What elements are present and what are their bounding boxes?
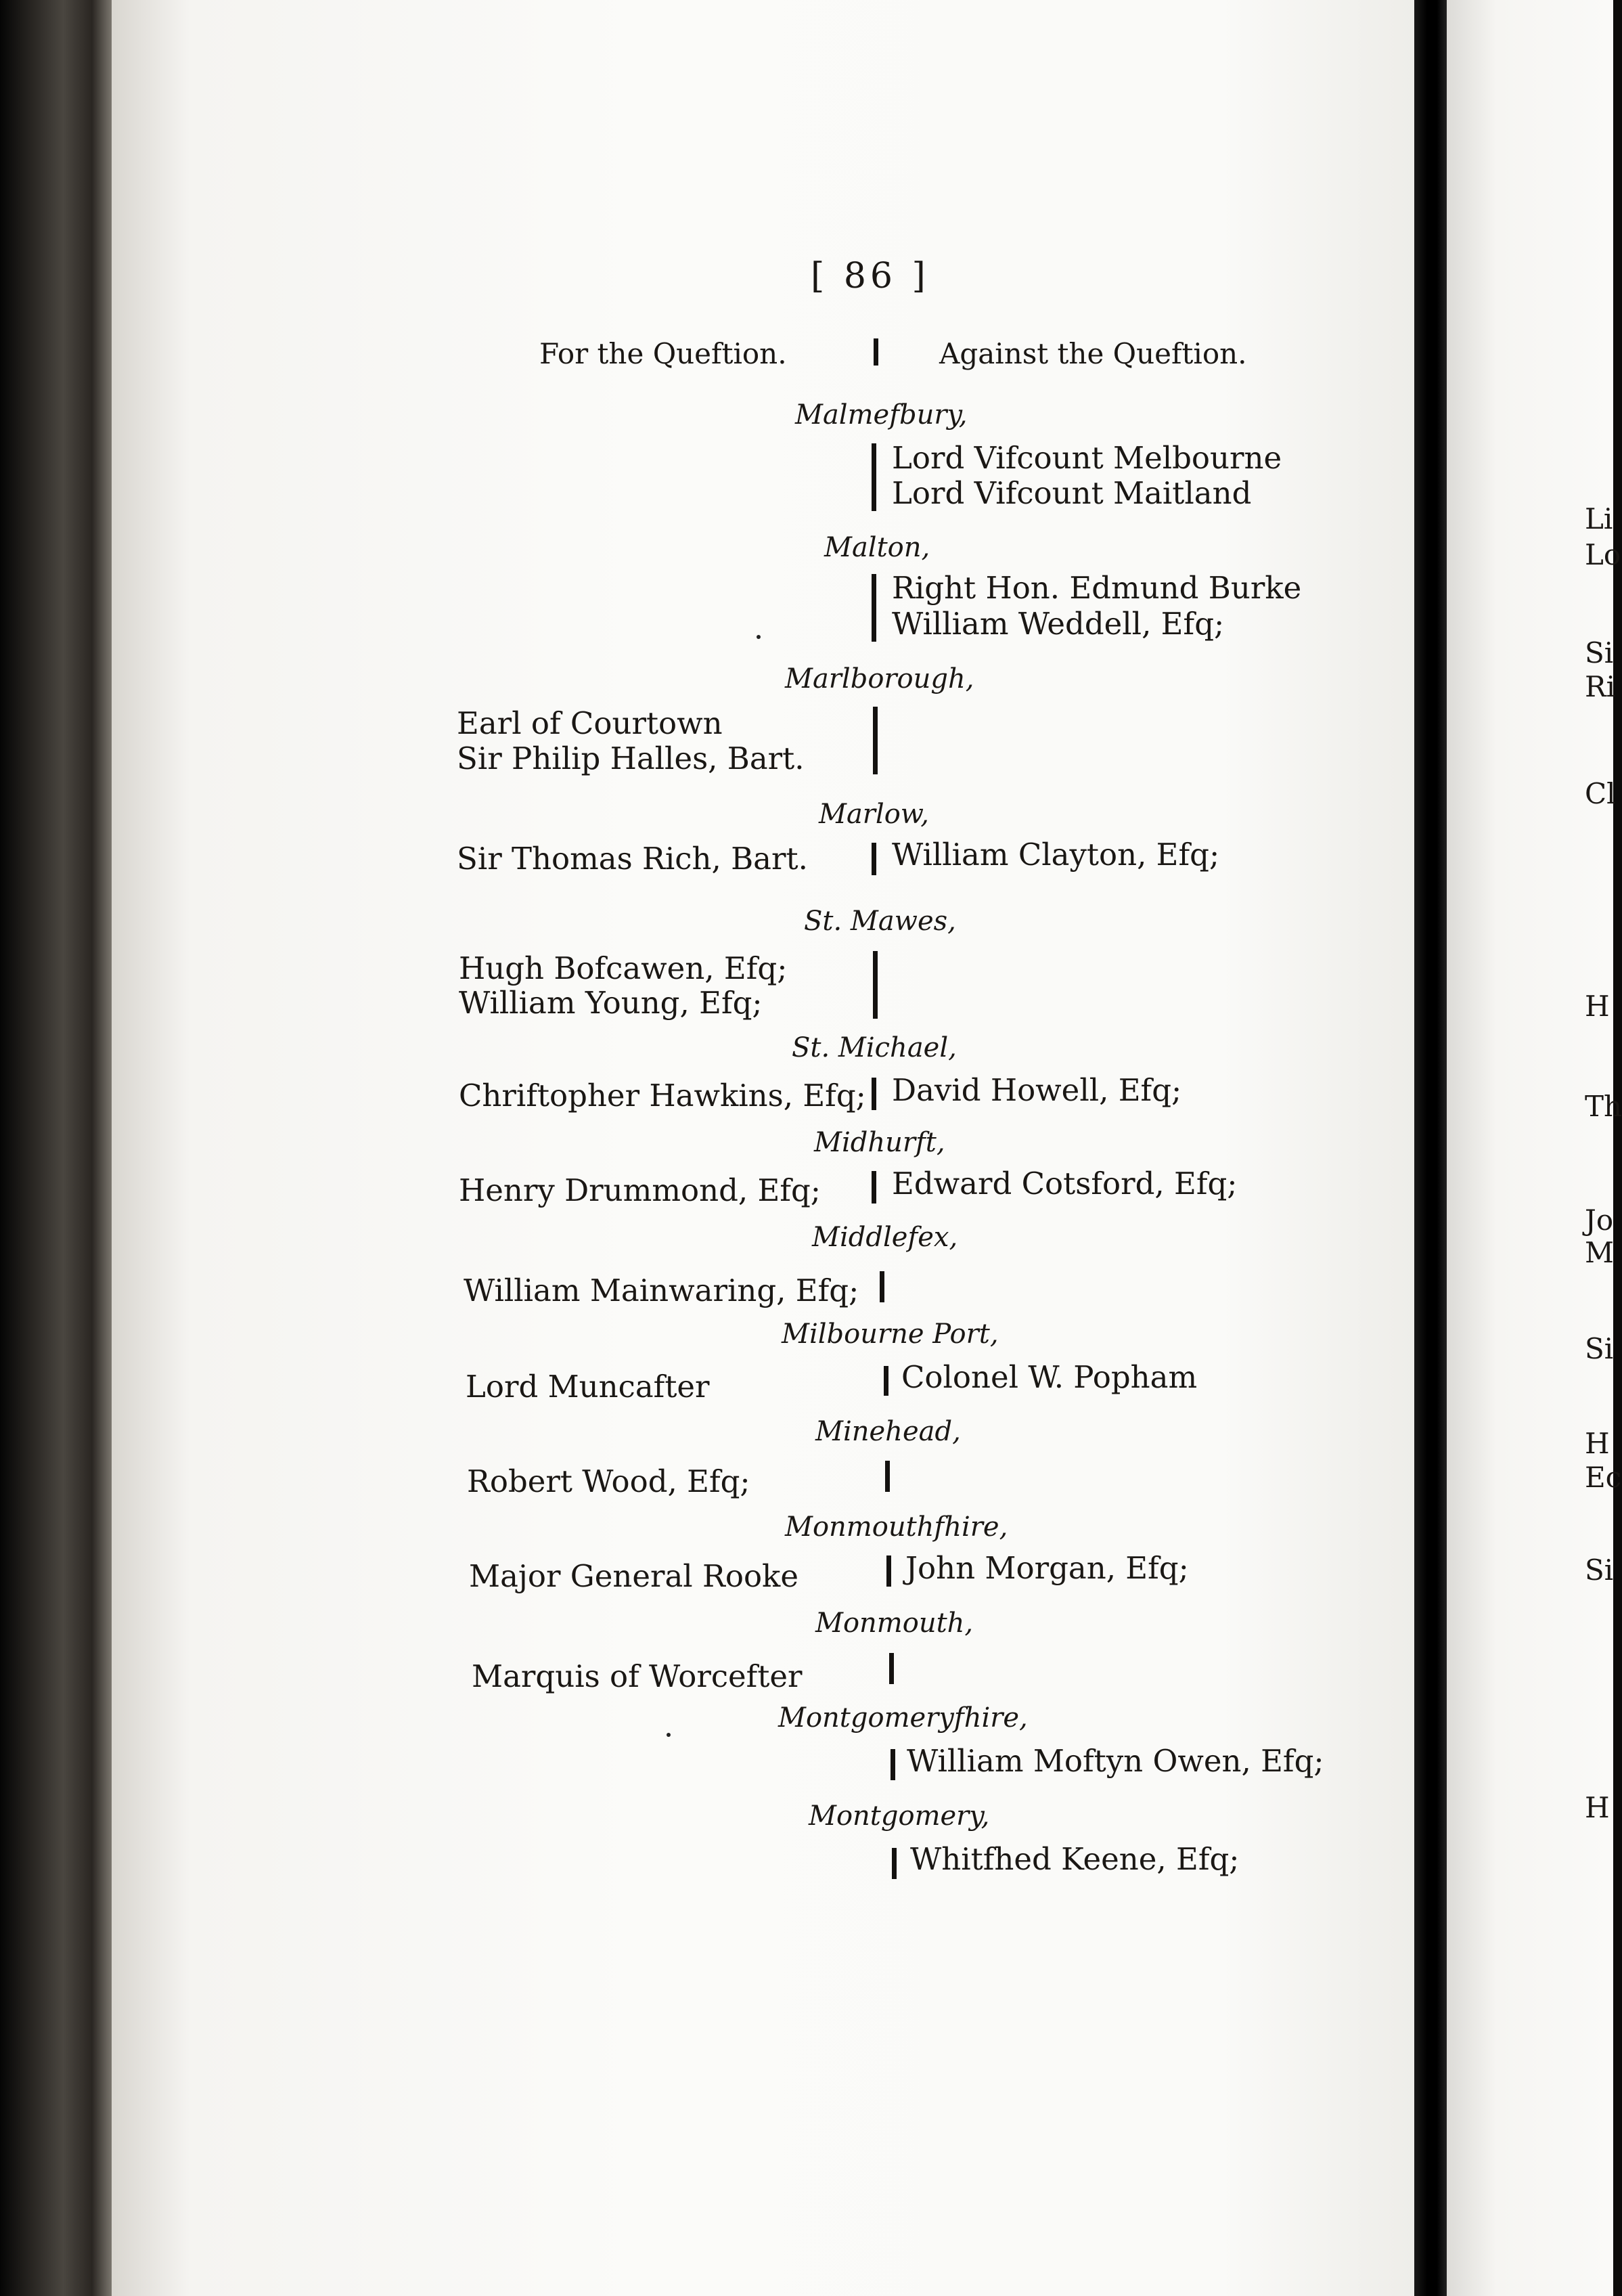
column-divider bbox=[880, 1271, 884, 1302]
borough-heading: St. Mawes, bbox=[804, 906, 956, 937]
for-member: Sir Thomas Rich, Bart. bbox=[457, 841, 808, 877]
fragment: H bbox=[1585, 1427, 1610, 1460]
against-member: Edward Cotsford, Efq; bbox=[892, 1166, 1238, 1201]
fragment: Ri bbox=[1585, 670, 1616, 703]
borough-heading: Montgomery, bbox=[809, 1801, 990, 1832]
against-member: William Moftyn Owen, Efq; bbox=[907, 1743, 1324, 1779]
for-member: Henry Drummond, Efq; bbox=[459, 1172, 821, 1208]
column-divider bbox=[872, 1171, 876, 1204]
borough-heading: Montgomeryfhire, bbox=[778, 1702, 1028, 1734]
for-member: Sir Philip Halles, Bart. bbox=[457, 741, 805, 776]
for-member: Major General Rooke bbox=[469, 1558, 798, 1594]
fragment: M bbox=[1585, 1236, 1615, 1269]
column-divider bbox=[889, 1653, 894, 1684]
book-binding-edge bbox=[0, 0, 115, 2296]
fragment: Th bbox=[1585, 1090, 1622, 1123]
for-member: Chriftopher Hawkins, Efq; bbox=[459, 1078, 866, 1113]
adjacent-page-edge bbox=[1447, 0, 1616, 2296]
for-member: William Mainwaring, Efq; bbox=[464, 1273, 859, 1308]
column-divider bbox=[884, 1366, 888, 1396]
against-member: Whitfhed Keene, Efq; bbox=[910, 1841, 1240, 1877]
against-column-heading bbox=[939, 337, 1247, 370]
column-divider bbox=[886, 1555, 891, 1587]
against-member: Colonel W. Popham bbox=[901, 1359, 1198, 1395]
page-number: [ 86 ] bbox=[811, 256, 930, 296]
column-divider bbox=[873, 707, 878, 774]
column-divider bbox=[872, 443, 876, 511]
against-member: John Morgan, Efq; bbox=[905, 1550, 1189, 1586]
borough-heading: Monmouthfhire, bbox=[785, 1511, 1008, 1543]
fragment: Si bbox=[1585, 1332, 1614, 1365]
column-divider bbox=[872, 574, 876, 642]
for-member: Earl of Courtown bbox=[457, 705, 723, 741]
against-heading-text: Against the Queftion. bbox=[939, 337, 1247, 370]
fragment: Si bbox=[1585, 1553, 1614, 1587]
borough-heading: Malton, bbox=[824, 532, 930, 563]
borough-heading: St. Michael, bbox=[792, 1032, 957, 1063]
column-divider bbox=[891, 1749, 895, 1780]
fragment: H bbox=[1585, 990, 1610, 1023]
against-member: Right Hon. Edmund Burke bbox=[892, 570, 1302, 606]
fragment: Jo bbox=[1585, 1204, 1614, 1237]
for-member: William Young, Efq; bbox=[459, 985, 763, 1021]
borough-heading: Middlefex, bbox=[812, 1222, 958, 1253]
borough-heading: Monmouth, bbox=[815, 1608, 974, 1639]
fragment: Lo bbox=[1585, 538, 1621, 571]
for-member: Lord Muncafter bbox=[466, 1369, 710, 1405]
page-gutter bbox=[1414, 0, 1447, 2296]
for-heading-text: For the Queftion. bbox=[539, 337, 787, 370]
column-divider bbox=[873, 951, 878, 1019]
column-divider bbox=[885, 1461, 890, 1492]
ink-speck bbox=[667, 1733, 671, 1737]
borough-heading: Malmefbury, bbox=[795, 399, 968, 430]
against-member: William Clayton, Efq; bbox=[892, 837, 1220, 873]
fragment: Li bbox=[1585, 502, 1613, 535]
column-divider bbox=[874, 338, 878, 366]
column-divider bbox=[872, 843, 876, 875]
for-member: Robert Wood, Efq; bbox=[467, 1463, 750, 1499]
against-member: William Weddell, Efq; bbox=[892, 606, 1225, 642]
against-member: Lord Vifcount Melbourne bbox=[892, 440, 1282, 476]
against-member: Lord Vifcount Maitland bbox=[892, 475, 1252, 511]
fragment: Cl bbox=[1585, 777, 1616, 810]
for-column-heading bbox=[539, 337, 787, 370]
column-divider bbox=[872, 1078, 876, 1110]
fragment: H bbox=[1585, 1791, 1610, 1824]
borough-heading: Marlow, bbox=[819, 799, 930, 830]
fragment: Si bbox=[1585, 636, 1614, 669]
against-member: David Howell, Efq; bbox=[892, 1072, 1182, 1108]
fragment: Ec bbox=[1585, 1461, 1622, 1494]
borough-heading: Minehead, bbox=[815, 1416, 961, 1447]
for-member: Marquis of Worcefter bbox=[472, 1658, 803, 1694]
column-divider bbox=[892, 1848, 897, 1879]
borough-heading: Midhurft, bbox=[814, 1127, 945, 1158]
borough-heading: Milbourne Port, bbox=[782, 1319, 999, 1350]
borough-heading: Marlborough, bbox=[785, 663, 974, 694]
for-member: Hugh Bofcawen, Efq; bbox=[459, 950, 788, 986]
ink-speck bbox=[757, 635, 761, 639]
